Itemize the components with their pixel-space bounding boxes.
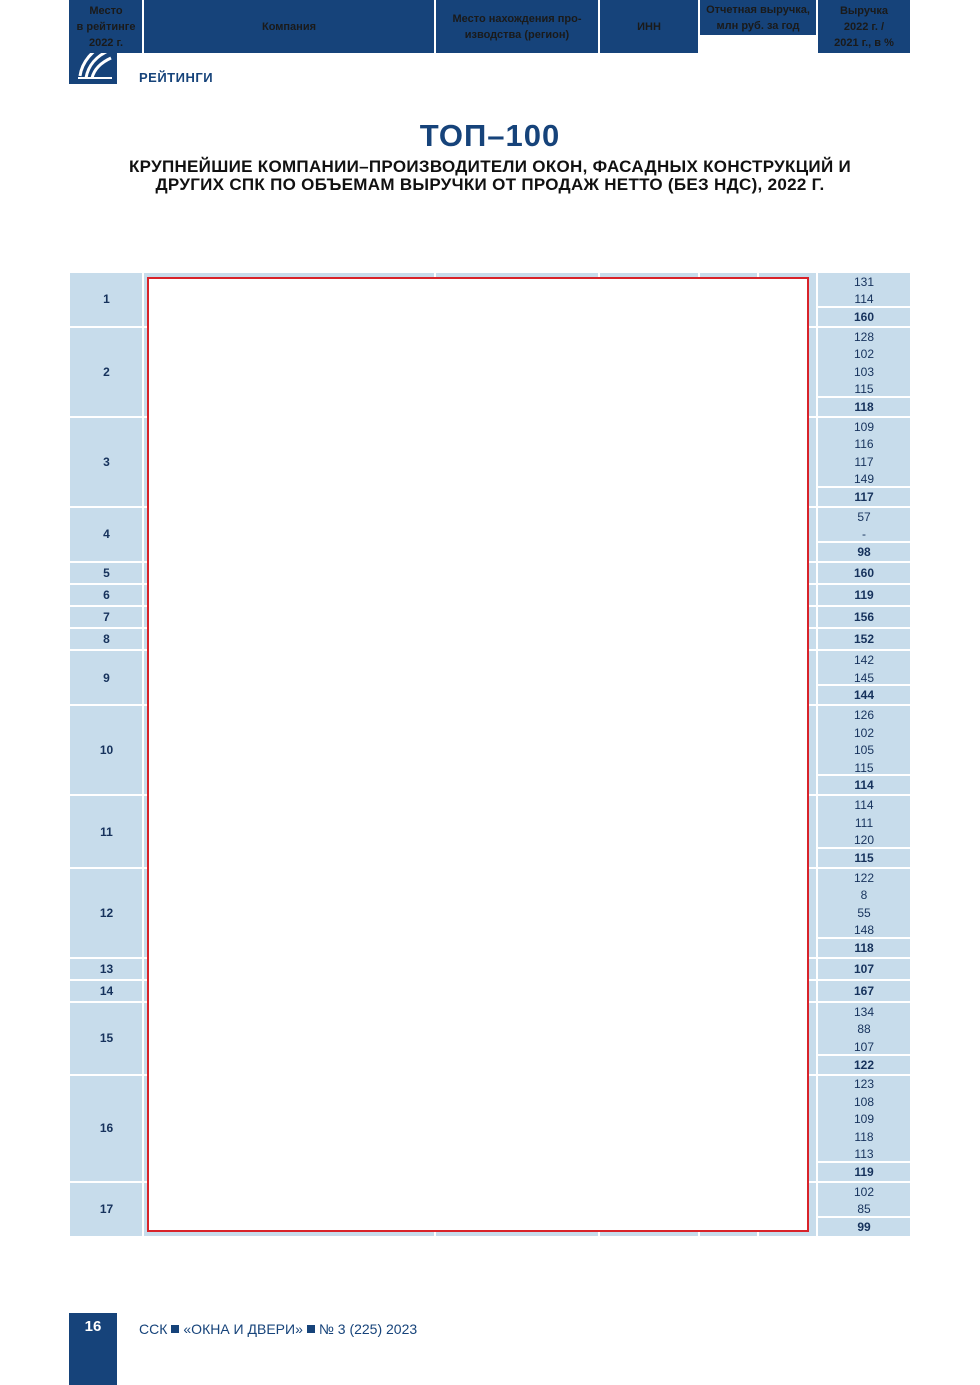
header-inn: ИНН	[600, 0, 698, 53]
rank-label: 8	[103, 632, 110, 647]
growth-value: 115	[854, 760, 874, 775]
growth-value: 57	[857, 509, 871, 524]
growth-value: 131	[853, 274, 875, 289]
rank-label: 2	[103, 364, 110, 379]
square-bullet-icon	[307, 1325, 315, 1333]
growth-value: 105	[853, 743, 875, 758]
growth-value: 118	[854, 1129, 874, 1144]
growth-value: 126	[853, 708, 875, 723]
growth-value: 116	[854, 437, 874, 452]
growth-total: 122	[853, 1057, 875, 1072]
rank-label: 5	[103, 565, 110, 580]
header-location: Место нахождения про- изводства (регион)	[436, 0, 598, 53]
rank-label: 9	[103, 670, 110, 685]
growth-total: 118	[854, 940, 874, 955]
growth-value: 113	[854, 1147, 874, 1162]
growth-total: 118	[854, 399, 874, 414]
growth-total: 117	[854, 489, 874, 504]
header-year-2021: 2021	[774, 37, 801, 51]
header-growth: Выручка 2022 г. / 2021 г., в %	[818, 0, 910, 53]
growth-value: 117	[854, 454, 874, 469]
subtitle-line-2: ДРУГИХ СПК ПО ОБЪЕМАМ ВЫРУЧКИ ОТ ПРОДАЖ НЕТТО (БЕЗ НДС), 2022 Г.	[155, 175, 825, 194]
growth-total: 167	[853, 984, 875, 998]
footer-publication	[139, 1321, 417, 1337]
growth-value: 109	[853, 1112, 875, 1127]
rank-label: 10	[99, 743, 114, 758]
footer-part-1: ССК	[139, 1321, 168, 1337]
growth-value: 122	[853, 870, 875, 885]
page-number: 16	[84, 1318, 102, 1335]
header-year-2022: 2022	[715, 37, 742, 51]
header-divider	[757, 254, 759, 271]
growth-total: 152	[853, 632, 875, 647]
rank-label: 13	[99, 961, 114, 976]
section-label: РЕЙТИНГИ	[139, 70, 214, 85]
rank-label: 1	[103, 292, 110, 307]
page-subtitle	[70, 158, 910, 194]
growth-value: 88	[857, 1022, 871, 1037]
square-bullet-icon	[171, 1325, 179, 1333]
growth-value: 103	[853, 364, 875, 379]
growth-total: 119	[854, 588, 874, 603]
page-title: ТОП–100	[419, 118, 561, 153]
growth-value: 114	[854, 292, 874, 307]
rank-label: 6	[103, 588, 110, 603]
growth-value: 145	[853, 670, 875, 685]
growth-value: 111	[854, 815, 874, 830]
growth-total: 160	[853, 309, 875, 324]
rank-label: 14	[99, 983, 114, 998]
growth-value: 123	[853, 1077, 875, 1092]
rank-label: 3	[103, 454, 110, 469]
header-rank: Место в рейтинге 2022 г.	[70, 0, 142, 53]
growth-total: 144	[853, 688, 875, 703]
growth-value: -	[862, 527, 866, 542]
growth-value: 107	[853, 1039, 875, 1054]
growth-value: 85	[857, 1202, 871, 1217]
rank-label: 15	[99, 1031, 114, 1046]
growth-total: 99	[857, 1219, 871, 1234]
rank-label: 7	[103, 610, 110, 625]
header-revenue: Отчетная выручка, млн руб. за год	[700, 0, 816, 35]
growth-value: 128	[853, 329, 875, 344]
growth-value: 148	[853, 923, 875, 938]
growth-value: 134	[853, 1004, 875, 1019]
footer-part-3: № 3 (225) 2023	[318, 1321, 418, 1337]
subtitle-line-1: КРУПНЕЙШИЕ КОМПАНИИ–ПРОИЗВОДИТЕЛИ ОКОН, ФАСАДНЫХ КОНСТРУКЦИЙ И	[128, 157, 852, 176]
growth-value: 115	[854, 382, 874, 397]
growth-value: 114	[854, 798, 874, 813]
growth-total: 156	[853, 610, 875, 625]
growth-value: 142	[853, 653, 875, 668]
growth-value: 120	[853, 833, 875, 848]
growth-total: 115	[854, 850, 874, 865]
rank-label: 16	[99, 1121, 114, 1136]
growth-value: 8	[860, 888, 868, 903]
growth-total: 107	[853, 961, 875, 976]
growth-value: 108	[853, 1094, 875, 1109]
growth-value: 102	[853, 1184, 875, 1199]
growth-value: 102	[853, 725, 875, 740]
growth-value: 55	[857, 905, 871, 920]
rank-label: 17	[99, 1202, 114, 1217]
growth-value: 102	[853, 347, 875, 362]
footer-part-2: «ОКНА И ДВЕРИ»	[183, 1321, 303, 1337]
growth-total: 114	[854, 778, 874, 793]
growth-value: 109	[853, 419, 875, 434]
rank-label: 11	[100, 824, 113, 839]
redacted-area	[147, 277, 809, 1232]
rank-label: 12	[99, 905, 114, 920]
growth-total: 98	[857, 544, 871, 559]
growth-value: 149	[853, 472, 875, 487]
growth-total: 160	[853, 565, 875, 580]
header-company: Компания	[144, 0, 434, 53]
rank-label: 4	[103, 527, 110, 542]
growth-total: 119	[854, 1164, 874, 1179]
